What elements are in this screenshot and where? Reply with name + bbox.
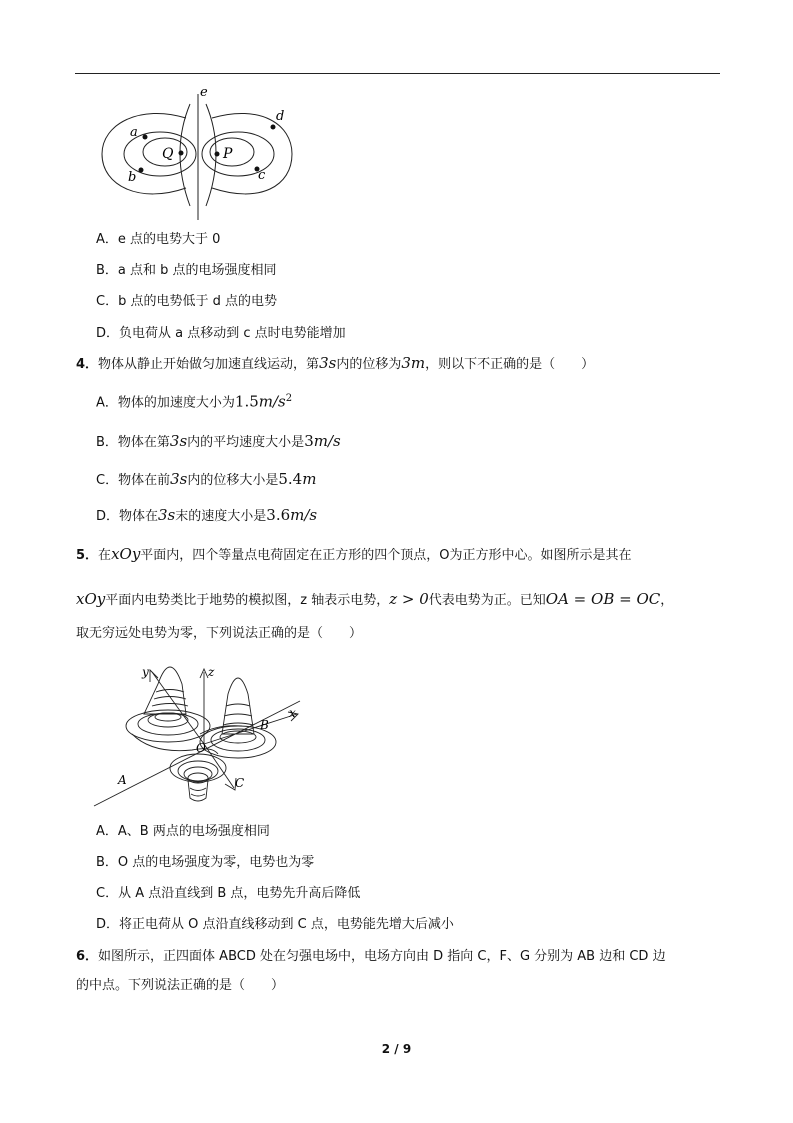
q4-b-unit: m/s	[313, 432, 341, 450]
q4-c-value: 5.4	[278, 470, 303, 488]
q5-l2-mid: 平面内电势类比于地势的模拟图，z 轴表示电势，	[105, 593, 390, 608]
point-label-b: B	[260, 718, 269, 732]
right-peak-ring-3	[223, 723, 253, 725]
label-a: a	[130, 125, 138, 140]
q4-stem-displacement: 3m	[401, 354, 426, 372]
q5-l1-plane: xOy	[111, 545, 141, 563]
q4-a-exponent: 2	[285, 393, 293, 404]
q6-stem-line2: 的中点。下列说法正确的是（ ）	[76, 978, 285, 993]
label-p: P	[223, 146, 233, 162]
q5-l2-post: ，	[660, 593, 674, 608]
q4-stem-mid: 内的位移为	[336, 357, 402, 372]
q5-option-a: A．A、B 两点的电场强度相同	[96, 824, 270, 839]
q4-d-value: 3.6	[266, 506, 291, 524]
q5-l1-pre: 在	[98, 548, 112, 563]
left-peak-ring-3	[156, 690, 184, 693]
q4-b-value: 3	[304, 432, 314, 450]
q3-option-c: C．b 点的电势低于 d 点的电势	[96, 294, 277, 309]
point-q	[179, 151, 184, 156]
label-d: d	[276, 109, 285, 124]
well-contour-2	[178, 761, 218, 781]
q6-l1-text: 如图所示，正四面体 ABCD 处在匀强电场中，电场方向由 D 指向 C，F、G 分别为 AB 边和 CD 边	[98, 949, 666, 964]
point-b	[139, 168, 144, 173]
q4-option-a	[96, 390, 292, 412]
q4-c-text-pre: C．物体在前	[96, 473, 171, 488]
q4-a-text: A．物体的加速度大小为	[96, 395, 235, 411]
label-q: Q	[162, 146, 174, 162]
q4-c-unit: m	[302, 470, 317, 488]
q4-d-text-pre: D．物体在	[96, 509, 159, 524]
x-axis	[204, 714, 297, 744]
q6-number: 6．	[76, 949, 99, 964]
field-lines-figure	[100, 84, 300, 222]
q5-l1-post: 平面内，四个等量点电荷固定在正方形的四个顶点，O为正方形中心。如图所示是其在	[140, 548, 632, 563]
q5-l2-mid2: 代表电势为正。已知	[428, 593, 546, 608]
potential-surface-figure	[92, 654, 304, 816]
q4-stem-time: 3s	[319, 354, 337, 372]
point-p	[215, 152, 220, 157]
right-peak-ring-2	[224, 714, 252, 716]
left-peak-ring-1	[154, 697, 186, 700]
header-rule	[75, 73, 720, 74]
q5-l2-plane: xOy	[76, 590, 106, 608]
label-c: c	[258, 168, 266, 183]
q3-option-a: A．e 点的电势大于 0	[96, 232, 221, 247]
label-b: b	[128, 170, 137, 185]
point-label-c: C	[235, 776, 245, 790]
y-axis	[152, 672, 204, 744]
q4-b-text-mid: 内的平均速度大小是	[187, 435, 305, 450]
point-d	[271, 125, 276, 130]
axis-label-x: x	[289, 706, 296, 720]
axis-label-z: z	[208, 665, 215, 679]
q5-l2-condition: z > 0	[389, 590, 429, 608]
point-label-a: A	[118, 773, 127, 787]
q5-option-d: D．将正电荷从 O 点沿直线移动到 C 点，电势能先增大后减小	[96, 917, 454, 932]
point-a	[143, 135, 148, 140]
well-ring-2	[191, 794, 205, 796]
q5-stem-line3: 取无穷远处电势为零，下列说法正确的是（ ）	[76, 626, 363, 641]
q3-option-d: D．负电荷从 a 点移动到 c 点时电势能增加	[96, 326, 346, 341]
left-contour-2	[138, 713, 198, 735]
q4-d-time: 3s	[158, 506, 176, 524]
q5-number: 5．	[76, 548, 99, 563]
q4-option-b	[96, 432, 341, 452]
axis-label-y: y	[142, 665, 149, 679]
q4-stem	[76, 354, 594, 374]
q3-option-b: B．a 点和 b 点的电场强度相同	[96, 263, 277, 278]
q4-stem-post: ，则以下不正确的是（ ）	[425, 357, 595, 372]
right-peak-ring-1	[226, 704, 250, 706]
q4-b-text-pre: B．物体在第	[96, 435, 170, 450]
q4-option-c	[96, 470, 316, 490]
well-contour-4	[188, 773, 208, 783]
left-peak-ring-2	[152, 704, 188, 707]
q4-c-time: 3s	[170, 470, 188, 488]
q5-option-c: C．从 A 点沿直线到 B 点，电势先升高后降低	[96, 886, 361, 901]
y-axis-arrow	[150, 670, 158, 682]
well-ring-1	[190, 788, 206, 791]
origin-label-o: O	[196, 741, 206, 755]
q5-option-b: B．O 点的电场强度为零，电势也为零	[96, 855, 315, 870]
q4-stem-pre: 物体从静止开始做匀加速直线运动，第	[98, 357, 320, 372]
q4-option-d	[96, 506, 317, 526]
q4-b-time: 3s	[169, 432, 188, 450]
q4-c-text-mid: 内的位移大小是	[187, 473, 279, 488]
q5-stem-line1	[76, 545, 632, 565]
center-curve-right	[206, 104, 216, 206]
q4-number: 4．	[76, 357, 99, 372]
left-contour-3	[148, 713, 188, 727]
page-number: 2 / 9	[381, 1042, 412, 1056]
q4-a-unit: m/s	[258, 392, 286, 411]
q5-l2-equation: OA = OB = OC	[545, 590, 661, 608]
q5-stem-line2	[76, 590, 673, 610]
q4-d-text-mid: 末的速度大小是	[175, 509, 267, 524]
q4-a-value: 1.5	[234, 392, 259, 411]
q4-d-unit: m/s	[290, 506, 318, 524]
q6-stem-line1	[76, 948, 666, 966]
label-e: e	[200, 85, 208, 100]
